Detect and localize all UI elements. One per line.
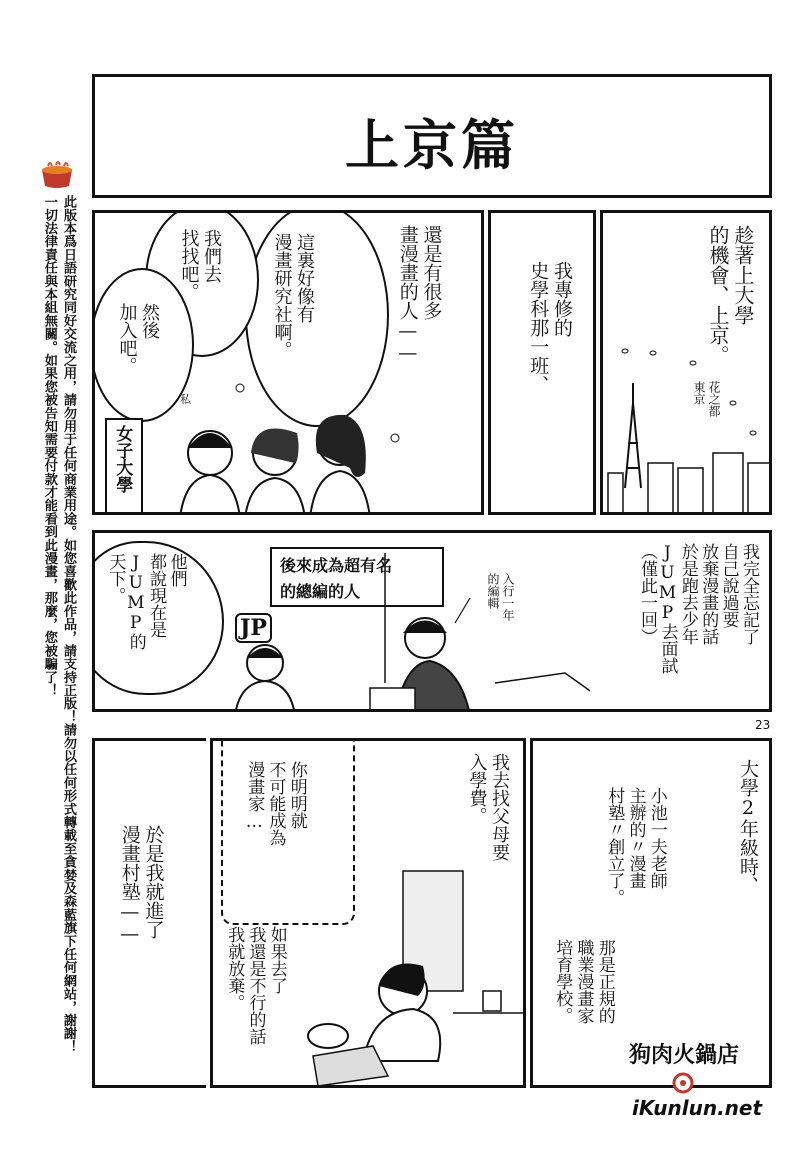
row1-panel-club	[92, 210, 484, 515]
speech-text-join: 然後 加入吧。	[116, 303, 160, 375]
tokyo-tower-illustration	[603, 213, 772, 515]
side-notice-icon	[38, 160, 76, 190]
row3-panel-parents	[210, 738, 526, 1088]
self-marker-label: 私	[180, 393, 191, 406]
row3-panel-school	[530, 738, 772, 1088]
watermark-brand: 狗肉火鍋店	[625, 1038, 743, 1069]
watermark-url: iKunlun.net	[628, 1096, 766, 1120]
phone-call-illustration	[213, 741, 526, 1088]
row1-panel-tokyo	[600, 210, 772, 515]
speech-text-impossible: 你明明就 不可能成為 漫畫家…	[244, 761, 307, 846]
title-panel	[92, 74, 772, 198]
row3-panel1-narration-b: 小池一夫老師 主辦的〃漫畫 村塾〃創立了。	[604, 787, 667, 906]
page-title: 上京篇	[345, 113, 519, 177]
watermark-logo-icon	[672, 1072, 694, 1094]
row3-panel-enroll	[92, 738, 206, 1088]
row2-panel1-narration: 我完全忘記了 自己說過要 放棄漫畫的話 於是跑去少年 JUMP去面試 （僅此一回）	[637, 543, 759, 674]
row1-panel2-narration: 我專修的 史學科那一班、	[527, 261, 573, 394]
three-students-illustration	[95, 213, 484, 515]
womens-university-label: 女子大學	[112, 425, 133, 493]
interview-illustration	[95, 533, 590, 712]
thought-text: 他們 都說現在是 JUMP的 天下。	[105, 553, 187, 650]
jump-logo: JP	[235, 613, 272, 643]
row1-panel1-narration: 趁著上大學 的機會、上京。	[706, 225, 755, 365]
row2-panel-jump-interview	[92, 530, 590, 712]
row1-panel-major	[488, 210, 596, 515]
side-notice: 此版本爲日語研究同好交流之用，請勿用于任何商業用途。如您喜歡此作品，請支持正版！請勿以任何形式轉載至貪婪及森藍旗下任何網站，謝謝！一切法律責任與本組無關。如果您被告知需要付款才能看到此漫畫，那麼，您被騙了！	[41, 195, 76, 1053]
speech-text-go: 我們去 找找吧。	[178, 229, 222, 301]
row2-panel-jump-text	[590, 530, 772, 712]
row1-panel3-narration: 還是有很多 畫漫畫的人——	[396, 225, 443, 364]
editor-label: 入行一年 的編輯	[486, 573, 515, 621]
row1-panel1-label: 花之都 東京	[692, 381, 721, 417]
speech-text-club: 這裏好像有 漫畫研究社啊。	[271, 233, 315, 359]
row3-panel3-narration: 於是我就進了 漫畫村塾——	[118, 825, 165, 945]
speech-text-giveup: 如果去了 我還是不行的話 我就放棄。	[224, 926, 287, 1045]
row3-panel1-narration-c: 那是正規的 職業漫畫家 培育學校。	[552, 939, 615, 1024]
row3-panel2-narration: 我去找父母要 入學費。	[466, 753, 510, 861]
row3-panel1-narration-a: 大學2年級時、	[737, 759, 759, 895]
page-number: 23	[755, 718, 771, 732]
editor-caption: 後來成為超有名 的總編的人	[280, 556, 393, 601]
